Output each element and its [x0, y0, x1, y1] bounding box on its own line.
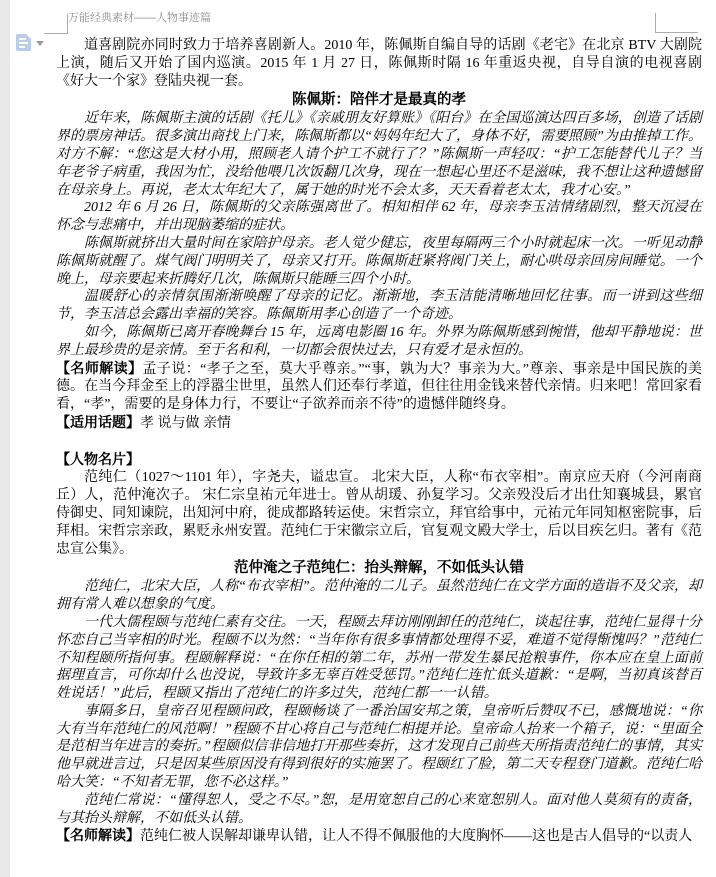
- paragraph: 2012 年 6 月 26 日，陈佩斯的父亲陈强离世了。相知相伴 62 年，母亲李玉洁情绪剧烈，整天沉浸在怀念与悲痛中，并出现脑萎缩的症状。: [56, 200, 702, 234]
- section-heading: 陈佩斯：陪伴才是最真的孝: [292, 92, 466, 109]
- paragraph-label: 【适用话题】: [56, 413, 140, 430]
- paragraph-label: 【人物名片】: [56, 450, 140, 467]
- section-heading: 范仲淹之子范纯仁：抬头辩解，不如低头认错: [234, 560, 524, 577]
- icon-text-line: [19, 38, 26, 40]
- paragraph-text: 范纯仁被人误解却谦卑认错，让人不得不佩服他的大度胸怀——这也是古人倡导的“以责人: [140, 829, 693, 845]
- labeled-paragraph: [56, 827, 702, 846]
- paragraph-text: 孝 说与做 亲情: [140, 415, 231, 431]
- paragraph: 事隔多日，皇帝召见程颐问政，程颐畅谈了一番治国安邦之策，皇帝听后赞叹不已，感慨地说：“你大有当年范纯仁的风范啊！”程颐不甘心将自己与范纯仁相提并论。皇帝命人抬来一个箱子，说：“里面全是范相当年进言的奏折。”程颐似信非信地打开那些奏折，这才发现自己前些天所指责范纯仁的事情，其实他早就进言过，只是因某些原因没有得到很好的实施罢了。程颐红了脸，第二天专程登门道歉。范纯仁哈哈大笑：“不知者无罪，您不必这样。”: [56, 703, 702, 791]
- clipboard-paste-icon[interactable]: [16, 34, 31, 51]
- paragraph: 范纯仁常说：“懂得恕人，受之不尽。”恕，是用宽恕自己的心来宽恕别人。面对他人莫须有的责备，与其抬头辩解，不如低头认错。: [56, 792, 702, 826]
- icon-text-line: [19, 42, 28, 44]
- paragraph: 陈佩斯就挤出大量时间在家陪护母亲。老人觉少健忘，夜里每隔两三个小时就起床一次。一听见动静陈佩斯就醒了。煤气阀门明明关了，母亲又打开。陈佩斯赶紧将阀门关上，耐心哄母亲回房间睡觉。一个晚上，母亲要起来折腾好几次，陈佩斯只能睡三四个小时。: [56, 235, 702, 287]
- paragraph: 一代大儒程颐与范纯仁素有交往。一天，程颐去拜访刚刚卸任的范纯仁，谈起往事，范纯仁显得十分怀恋自己当宰相的时光。程颐不以为然：“当年你有很多事情都处理得不妥，难道不觉得惭愧吗？”范纯仁不知程颐所指何事。程颐解释说：“在你任相的第二年，苏州一带发生暴民抢粮事件，你本应在皇上面前据理直言，可你却什么也没说，导致许多无辜百姓受惩罚。”范纯仁连忙低头道歉：“是啊，当初真该替百姓说话！”此后，程颐又指出了范纯仁的许多过失，范纯仁都一一认错。: [56, 614, 702, 702]
- margin-crop-mark-right: [655, 13, 698, 33]
- icon-text-line: [19, 46, 25, 48]
- paragraph-label: 【名师解读】: [56, 827, 140, 844]
- paragraph: 范纯仁（1027～1101 年），字尧夫，谥忠宣。 北宋大臣，人称“布衣宰相”。南京应天府（今河南商丘）人，范仲淹次子。 宋仁宗皇祐元年进士。曾从胡瑗、孙复学习。父亲殁没后才出仕知襄城县，累官侍御史、同知谏院，出知河中府，徙成都路转运使。宋哲宗立，拜官给事中，元祐元年同知枢密院事，后拜相。宋哲宗亲政，累贬永州安置。范纯仁于宋徽宗立后，官复观文殿大学士，后以目疾乞归。著有《范忠宣公集》。: [56, 470, 702, 557]
- paragraph: 近年来，陈佩斯主演的话剧《托儿》《亲戚朋友好算账》《阳台》在全国巡演达四百多场，创造了话剧界的票房神话。很多演出商找上门来，陈佩斯都以“妈妈年纪大了，身体不好，需要照顾”为由推掉工作。对方不解：“您这是大材小用，照顾老人请个护工不就行了？”陈佩斯一声轻叹：“护工怎能替代儿子？当年老爷子病重，我因为忙，没给他喂几次饭翻几次身，现在一想起心里还不是滋味，我不想让这种遗憾留在母亲身上。再说，老太太年纪大了，属于她的时光不会太多，天天看着老太太，我才心安。”: [56, 111, 702, 198]
- document-body: [56, 37, 702, 846]
- paragraph: 如今，陈佩斯已离开春晚舞台 15 年，远离电影圈 16 年。外界为陈佩斯感到惋惜，他却平静地说：世界上最珍贵的是亲情。至于名和利，一切都会很快过去，只有爱才是永恒的。: [56, 324, 702, 358]
- left-margin-strip: [0, 0, 10, 877]
- margin-crop-mark-left: [44, 14, 68, 34]
- paragraph: 温暖舒心的亲情氛围渐渐唤醒了母亲的记忆。渐渐地，李玉洁能清晰地回忆往事。而一讲到这些细节，李玉洁总会露出幸福的笑容。陈佩斯用孝心创造了一个奇迹。: [56, 289, 702, 323]
- paragraph-text: 孟子说：“孝子之至，莫大乎尊亲。”“事，孰为大？事亲为大。”尊亲、事亲是中国民族的美德。在当今拜金至上的浮嚣尘世里，虽然人们还奉行孝道，但往往用金钱来替代亲情。归来吧！常回家看看，“孝”，需要的是身体力行，不要让“子欲养而亲不待”的遗憾伴随终身。: [56, 361, 702, 413]
- chevron-down-icon[interactable]: [36, 41, 44, 46]
- paragraph: 范纯仁，北宋大臣，人称“布衣宰相”。范仲淹的二儿子。虽然范纯仁在文学方面的造诣不及父亲，却拥有常人难以想象的气度。: [56, 579, 702, 613]
- paragraph-label: 【名师解读】: [56, 359, 143, 376]
- labeled-paragraph: [56, 414, 702, 433]
- page-header-title: 万能经典素材——人物事迹篇: [68, 12, 211, 24]
- labeled-paragraph: [56, 451, 702, 470]
- paragraph: 道喜剧院亦同时致力于培养喜剧新人。2010 年，陈佩斯自编自导的话剧《老宅》在北京 BTV 大剧院上演，随后又开始了国内巡演。2015 年 1 月 27 日，陈佩斯时隔 16 年重返央视，自导自演的电视喜剧《好大一个家》登陆央视一套。: [56, 38, 702, 89]
- labeled-paragraph: [56, 360, 702, 414]
- blank-line: [56, 433, 702, 451]
- page-fold-corner: [26, 34, 31, 39]
